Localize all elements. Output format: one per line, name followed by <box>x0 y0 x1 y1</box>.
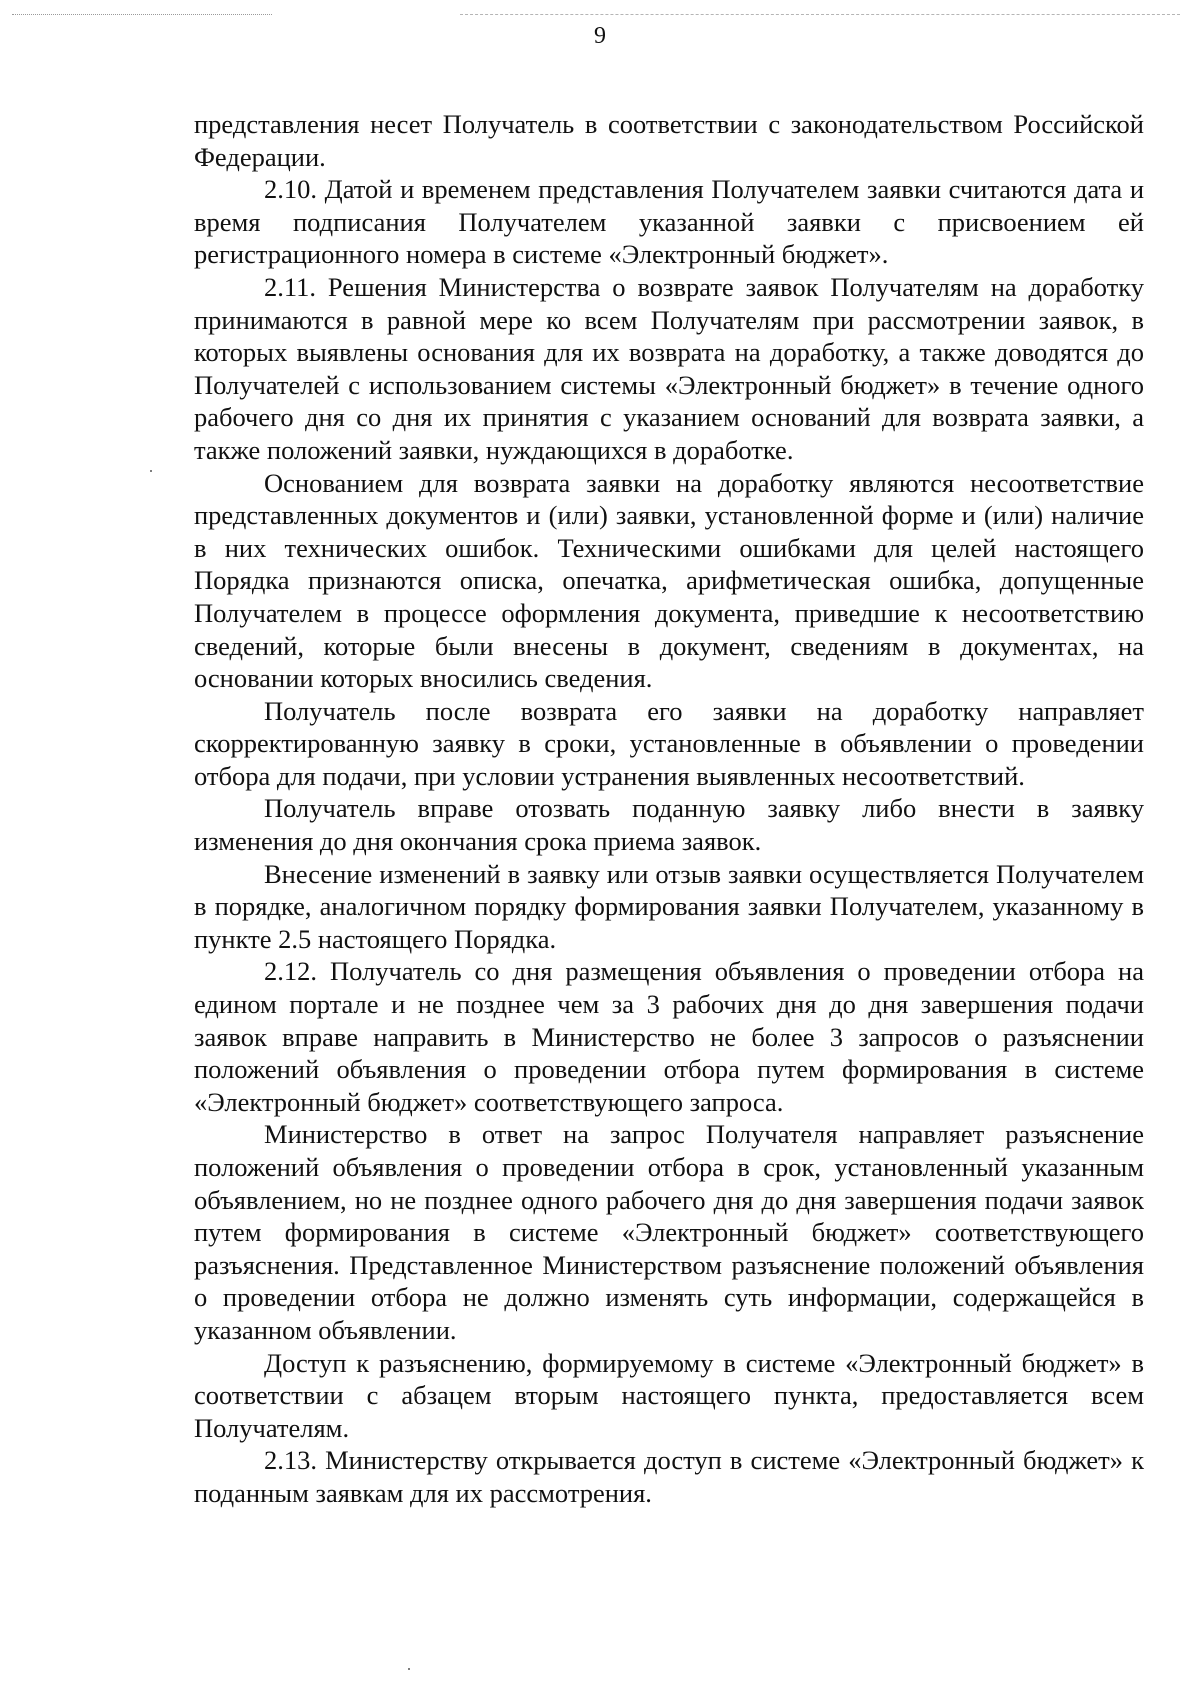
paragraph-2-10: 2.10. Датой и временем представления Получателем заявки считаются дата и время подписания Получателем указанной заявки с присвоением ей регистрационного номера в системе «Электронный бюджет». <box>194 174 1144 270</box>
scan-edge-mark-left <box>12 14 272 15</box>
paragraph-return-grounds: Основанием для возврата заявки на доработку являются несоответствие представленных документов и (или) заявки, установленной форме и (или) наличие в них технических ошибок. Техническими ошибками для целей настоящего Порядка признаются описка, опечатка, арифметическая ошибка, допущенные Получателем в процессе оформления документа, приведшие к несоответствию сведений, которые были внесены в документ, сведениям в документах, на основании которых вносились сведения. <box>194 467 1144 694</box>
paragraph-2-11: 2.11. Решения Министерства о возврате заявок Получателям на доработку принимаются в равной мере ко всем Получателям при рассмотрении заявок, в которых выявлены основания для их возврата на доработку, а также доводятся до Получателей с использованием системы «Электронный бюджет» в течение одного рабочего дня со дня их принятия с указанием оснований для возврата заявки, а также положений заявки, нуждающихся в доработке. <box>194 271 1144 465</box>
document-body <box>194 108 1144 1510</box>
scan-edge-mark-right <box>460 14 1180 15</box>
paragraph-amendments: Внесение изменений в заявку или отзыв заявки осуществляется Получателем в порядке, аналогичном порядку формирования заявки Получателем, указанному в пункте 2.5 настоящего Порядка. <box>194 858 1144 954</box>
page-number: 9 <box>594 23 606 49</box>
paragraph-2-13: 2.13. Министерству открывается доступ в системе «Электронный бюджет» к поданным заявкам для их рассмотрения. <box>194 1445 1144 1508</box>
paragraph-corrected-application: Получатель после возврата его заявки на доработку направляет скорректированную заявку в сроки, установленные в объявлении о проведении отбора для подачи, при условии устранения выявленных несоответствий. <box>194 695 1144 791</box>
scan-speck <box>408 1668 410 1670</box>
paragraph-ministry-response: Министерство в ответ на запрос Получателя направляет разъяснение положений объявления о проведении отбора в срок, установленный указанным объявлением, но не позднее одного рабочего дня до дня завершения подачи заявок путем формирования в системе «Электронный бюджет» соответствующего разъяснения. Представленное Министерством разъяснение положений объявления о проведении отбора не должно изменять суть информации, содержащейся в указанном объявлении. <box>194 1119 1144 1345</box>
paragraph-continuation: представления несет Получатель в соответствии с законодательством Российской Федерации. <box>194 109 1144 172</box>
scan-speck <box>150 470 152 472</box>
paragraph-access-clarification: Доступ к разъяснению, формируемому в системе «Электронный бюджет» в соответствии с абзацем вторым настоящего пункта, предоставляется всем Получателям. <box>194 1347 1144 1443</box>
paragraph-withdraw-application: Получатель вправе отозвать поданную заявку либо внести в заявку изменения до дня окончания срока приема заявок. <box>194 793 1144 857</box>
paragraph-2-12: 2.12. Получатель со дня размещения объявления о проведении отбора на едином портале и не позднее чем за 3 рабочих дня до дня завершения подачи заявок вправе направить в Министерство не более 3 запросов о разъяснении положений объявления о проведении отбора путем формирования в системе «Электронный бюджет» соответствующего запроса. <box>194 956 1144 1117</box>
